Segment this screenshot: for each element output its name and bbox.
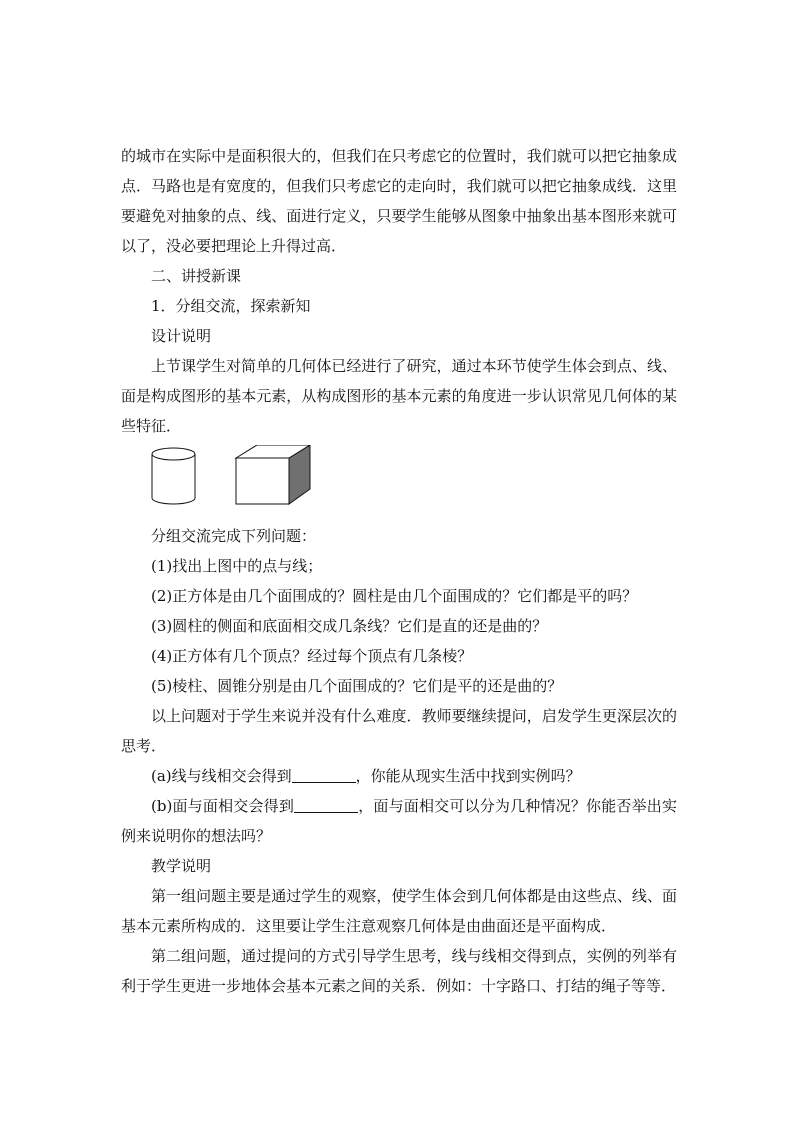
question-b	[121, 791, 677, 851]
paragraph-teaching-note-2: 第二组问题，通过提问的方式引导学生思考，线与线相交得到点，实例的列举有利于学生更进一步地体会基本元素之间的关系．例如：十字路口、打结的绳子等等．	[121, 947, 677, 995]
label-teaching-note: 教学说明	[151, 857, 212, 875]
paragraph-intro-continuation: 的城市在实际中是面积很大的，但我们在只考虑它的位置时，我们就可以把它抽象成点．马路也是有宽度的，但我们只考虑它的走向时，我们就可以把它抽象成线．这里要避免对抽象的点、线、面进行定义，只要学生能够从图象中抽象出基本图形来就可以了，没必要把理论上升得过高．	[121, 147, 677, 255]
question-2: (2)正方体是由几个面围成的？圆柱是由几个面围成的？它们都是平的吗？	[151, 587, 638, 605]
section-heading-new-lesson: 二、讲授新课	[151, 267, 242, 285]
question-3: (3)圆柱的侧面和底面相交成几条线？它们是直的还是曲的？	[151, 617, 548, 635]
question-a-tail: ，你能从现实生活中找到实例吗？	[355, 767, 581, 785]
fill-blank-a[interactable]	[292, 766, 356, 783]
paragraph-teaching-note-1: 第一组问题主要是通过学生的观察，使学生体会到几何体都是由这些点、线、面基本元素所构成的．这里要让学生注意观察几何体是由曲面还是平面构成．	[121, 887, 677, 935]
paragraph-design-note: 上节课学生对简单的几何体已经进行了研究，通过本环节使学生体会到点、线、面是构成图形的基本元素，从构成图形的基本元素的角度进一步认识常见几何体的某些特征．	[121, 357, 677, 435]
document-page	[121, 141, 677, 1001]
figures-svg	[145, 445, 345, 509]
question-4: (4)正方体有几个顶点？经过每个顶点有几条棱？	[151, 647, 473, 665]
paragraph-follow-up: 以上问题对于学生来说并没有什么难度．教师要继续提问，启发学生更深层次的思考．	[121, 707, 677, 755]
question-b-tail: ，面与面相交可以分为几种情况？你能否举出实例来说明你的想法吗？	[121, 797, 677, 845]
question-a	[121, 761, 677, 791]
question-a-text: (a)线与线相交会得到	[151, 767, 292, 785]
question-b-text: (b)面与面相交会得到	[151, 797, 295, 815]
subsection-heading-group-exchange: 1．分组交流，探索新知	[151, 297, 311, 315]
question-5: (5)棱柱、圆锥分别是由几个面围成的？它们是平的还是曲的？	[151, 677, 563, 695]
cylinder-figure	[152, 448, 195, 504]
fill-blank-b[interactable]	[294, 796, 358, 813]
cube-figure	[236, 445, 310, 504]
label-design-note: 设计说明	[151, 327, 212, 345]
geometry-figures	[121, 445, 677, 515]
question-1: (1)找出上图中的点与线；	[151, 557, 323, 575]
paragraph-group-questions-intro: 分组交流完成下列问题：	[151, 527, 317, 545]
